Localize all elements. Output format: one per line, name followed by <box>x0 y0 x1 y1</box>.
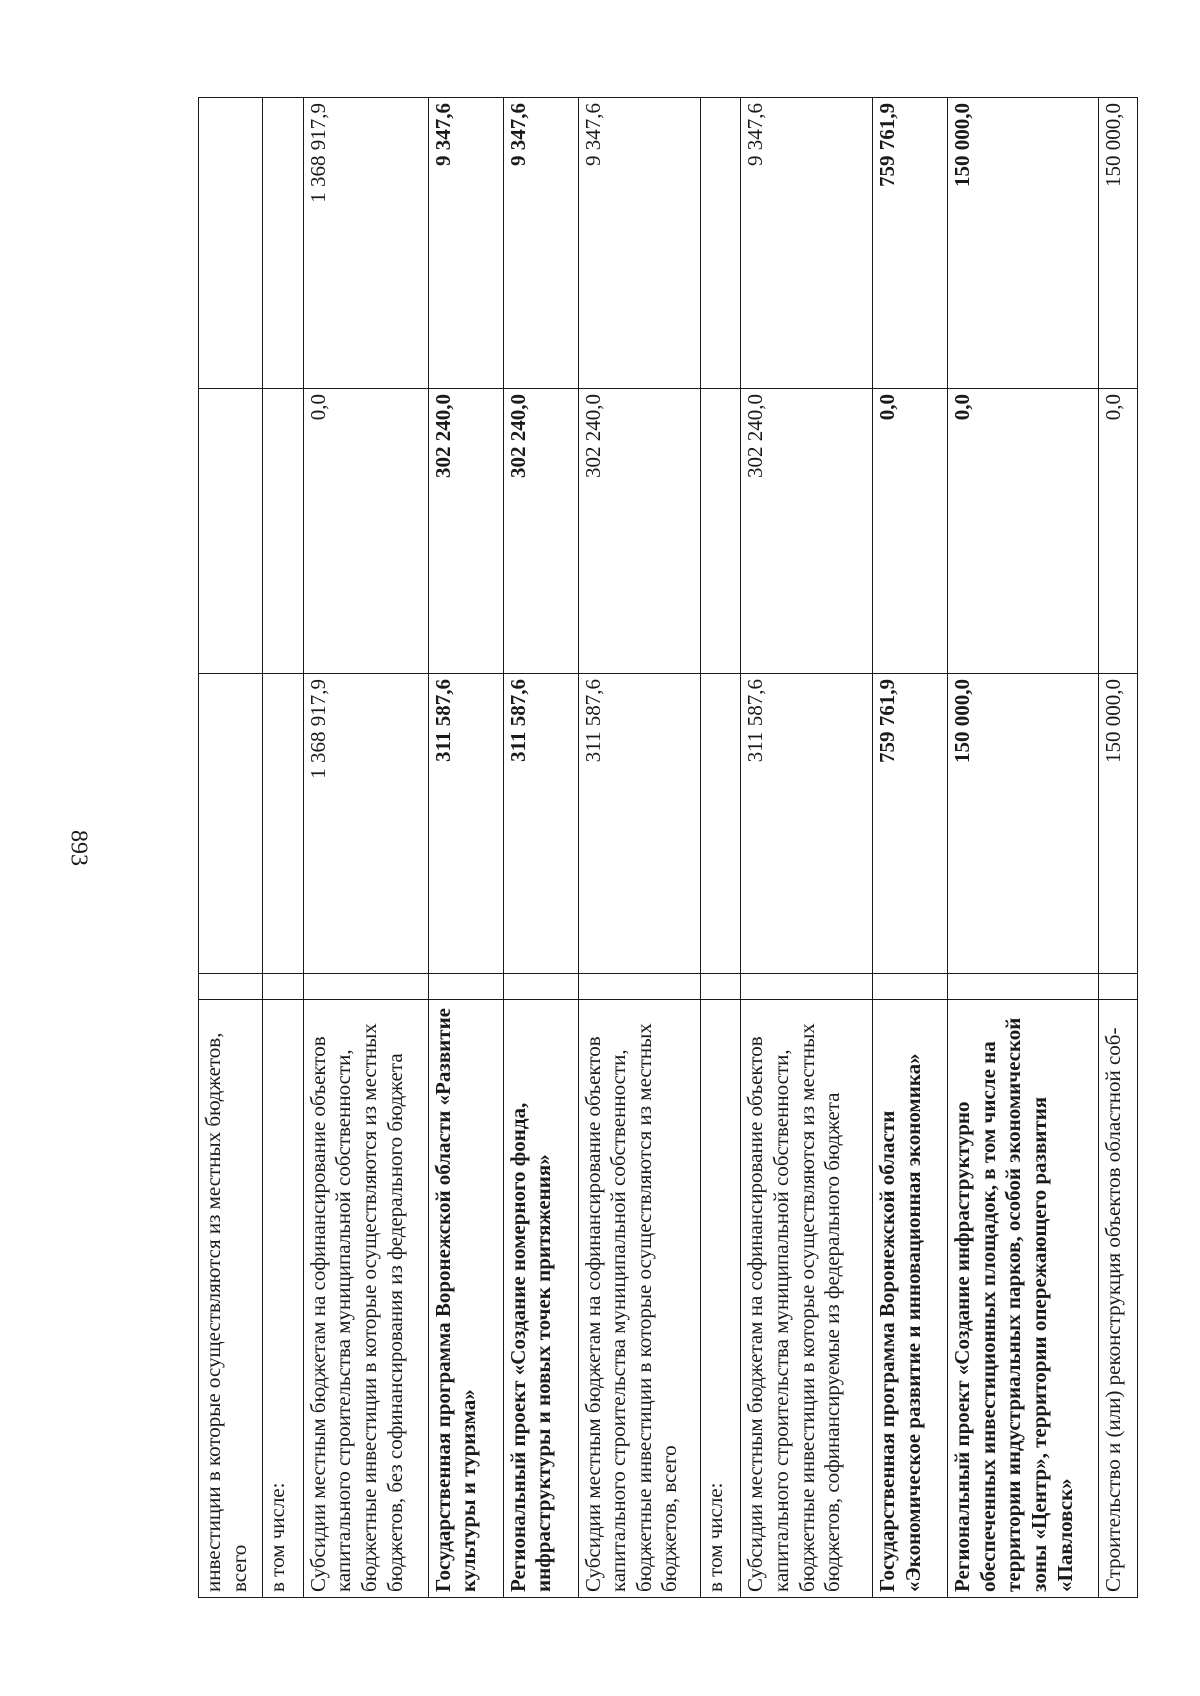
cell-federal: 302 240,0 <box>428 389 503 674</box>
row-label: Субсидии местным бюджетам на софинансирование объектов капитального строительства муниципальной собственности, бюджетные инвестиции в которые осуществляются из местных бюджетов, софинансируемые из федерального бюджета <box>741 1000 873 1598</box>
table-row <box>262 98 303 1598</box>
cell-total <box>199 674 263 974</box>
cell-empty <box>873 974 948 1000</box>
cell-total: 150 000,0 <box>948 674 1099 974</box>
cell-regional <box>199 98 263 389</box>
cell-total: 311 587,6 <box>741 674 873 974</box>
table-row <box>578 98 700 1598</box>
cell-empty <box>503 974 578 1000</box>
cell-total: 311 587,6 <box>503 674 578 974</box>
row-label: Субсидии местным бюджетам на софинансирование объектов капитального строительства муниципальной собственности, бюджетные инвестиции в которые осуществляются из местных бюджетов, без софинансирования из федерального бюджета <box>303 1000 428 1598</box>
budget-table-container <box>198 98 1138 1598</box>
cell-regional: 9 347,6 <box>503 98 578 389</box>
row-label: Субсидии местным бюджетам на софинансирование объектов капитального строительства муниципальной собственности, бюджетные инвестиции в которые осуществляются из местных бюджетов, всего <box>578 1000 700 1598</box>
cell-federal: 302 240,0 <box>741 389 873 674</box>
cell-regional: 9 347,6 <box>578 98 700 389</box>
cell-federal: 0,0 <box>1099 389 1138 674</box>
cell-empty <box>199 974 263 1000</box>
table-row <box>1099 98 1138 1598</box>
cell-total <box>700 674 741 974</box>
cell-federal: 302 240,0 <box>578 389 700 674</box>
row-label: Региональный проект «Создание инфраструктурно обеспеченных инвестиционных площадок, в том числе на территории индустриальных парков, особой экономической зоны «Центр», территории опережающего развития «Павловск» <box>948 1000 1099 1598</box>
table-row <box>948 98 1099 1598</box>
cell-regional: 150 000,0 <box>948 98 1099 389</box>
row-label: Региональный проект «Создание номерного фонда, инфраструктуры и новых точек притяжения» <box>503 1000 578 1598</box>
cell-empty <box>578 974 700 1000</box>
cell-federal <box>199 389 263 674</box>
cell-regional: 9 347,6 <box>428 98 503 389</box>
cell-regional <box>700 98 741 389</box>
cell-empty <box>700 974 741 1000</box>
row-label: инвестиции в которые осуществляются из местных бюджетов, всего <box>199 1000 263 1598</box>
cell-empty <box>303 974 428 1000</box>
cell-regional: 1 368 917,9 <box>303 98 428 389</box>
table-row <box>303 98 428 1598</box>
cell-total: 150 000,0 <box>1099 674 1138 974</box>
table-row <box>700 98 741 1598</box>
cell-federal: 0,0 <box>873 389 948 674</box>
cell-total <box>262 674 303 974</box>
cell-total: 311 587,6 <box>578 674 700 974</box>
cell-regional <box>262 98 303 389</box>
page-number: 893 <box>65 830 92 866</box>
row-label: Государственная программа Воронежской области «Экономическое развитие и инновационная экономика» <box>873 1000 948 1598</box>
cell-regional: 150 000,0 <box>1099 98 1138 389</box>
cell-total: 759 761,9 <box>873 674 948 974</box>
cell-empty <box>1099 974 1138 1000</box>
cell-federal <box>262 389 303 674</box>
table-row <box>873 98 948 1598</box>
cell-total: 311 587,6 <box>428 674 503 974</box>
cell-empty <box>741 974 873 1000</box>
table-row <box>741 98 873 1598</box>
cell-regional: 9 347,6 <box>741 98 873 389</box>
budget-table <box>198 97 1138 1598</box>
table-row <box>503 98 578 1598</box>
cell-total: 1 368 917,9 <box>303 674 428 974</box>
row-label: Строительство и (или) реконструкция объектов областной соб- <box>1099 1000 1138 1598</box>
cell-empty <box>262 974 303 1000</box>
cell-regional: 759 761,9 <box>873 98 948 389</box>
cell-empty <box>948 974 1099 1000</box>
row-label: в том числе: <box>700 1000 741 1598</box>
table-row <box>428 98 503 1598</box>
row-label: в том числе: <box>262 1000 303 1598</box>
cell-empty <box>428 974 503 1000</box>
table-row <box>199 98 263 1598</box>
cell-federal: 302 240,0 <box>503 389 578 674</box>
row-label: Государственная программа Воронежской области «Развитие культуры и туризма» <box>428 1000 503 1598</box>
cell-federal <box>700 389 741 674</box>
cell-federal: 0,0 <box>948 389 1099 674</box>
cell-federal: 0,0 <box>303 389 428 674</box>
